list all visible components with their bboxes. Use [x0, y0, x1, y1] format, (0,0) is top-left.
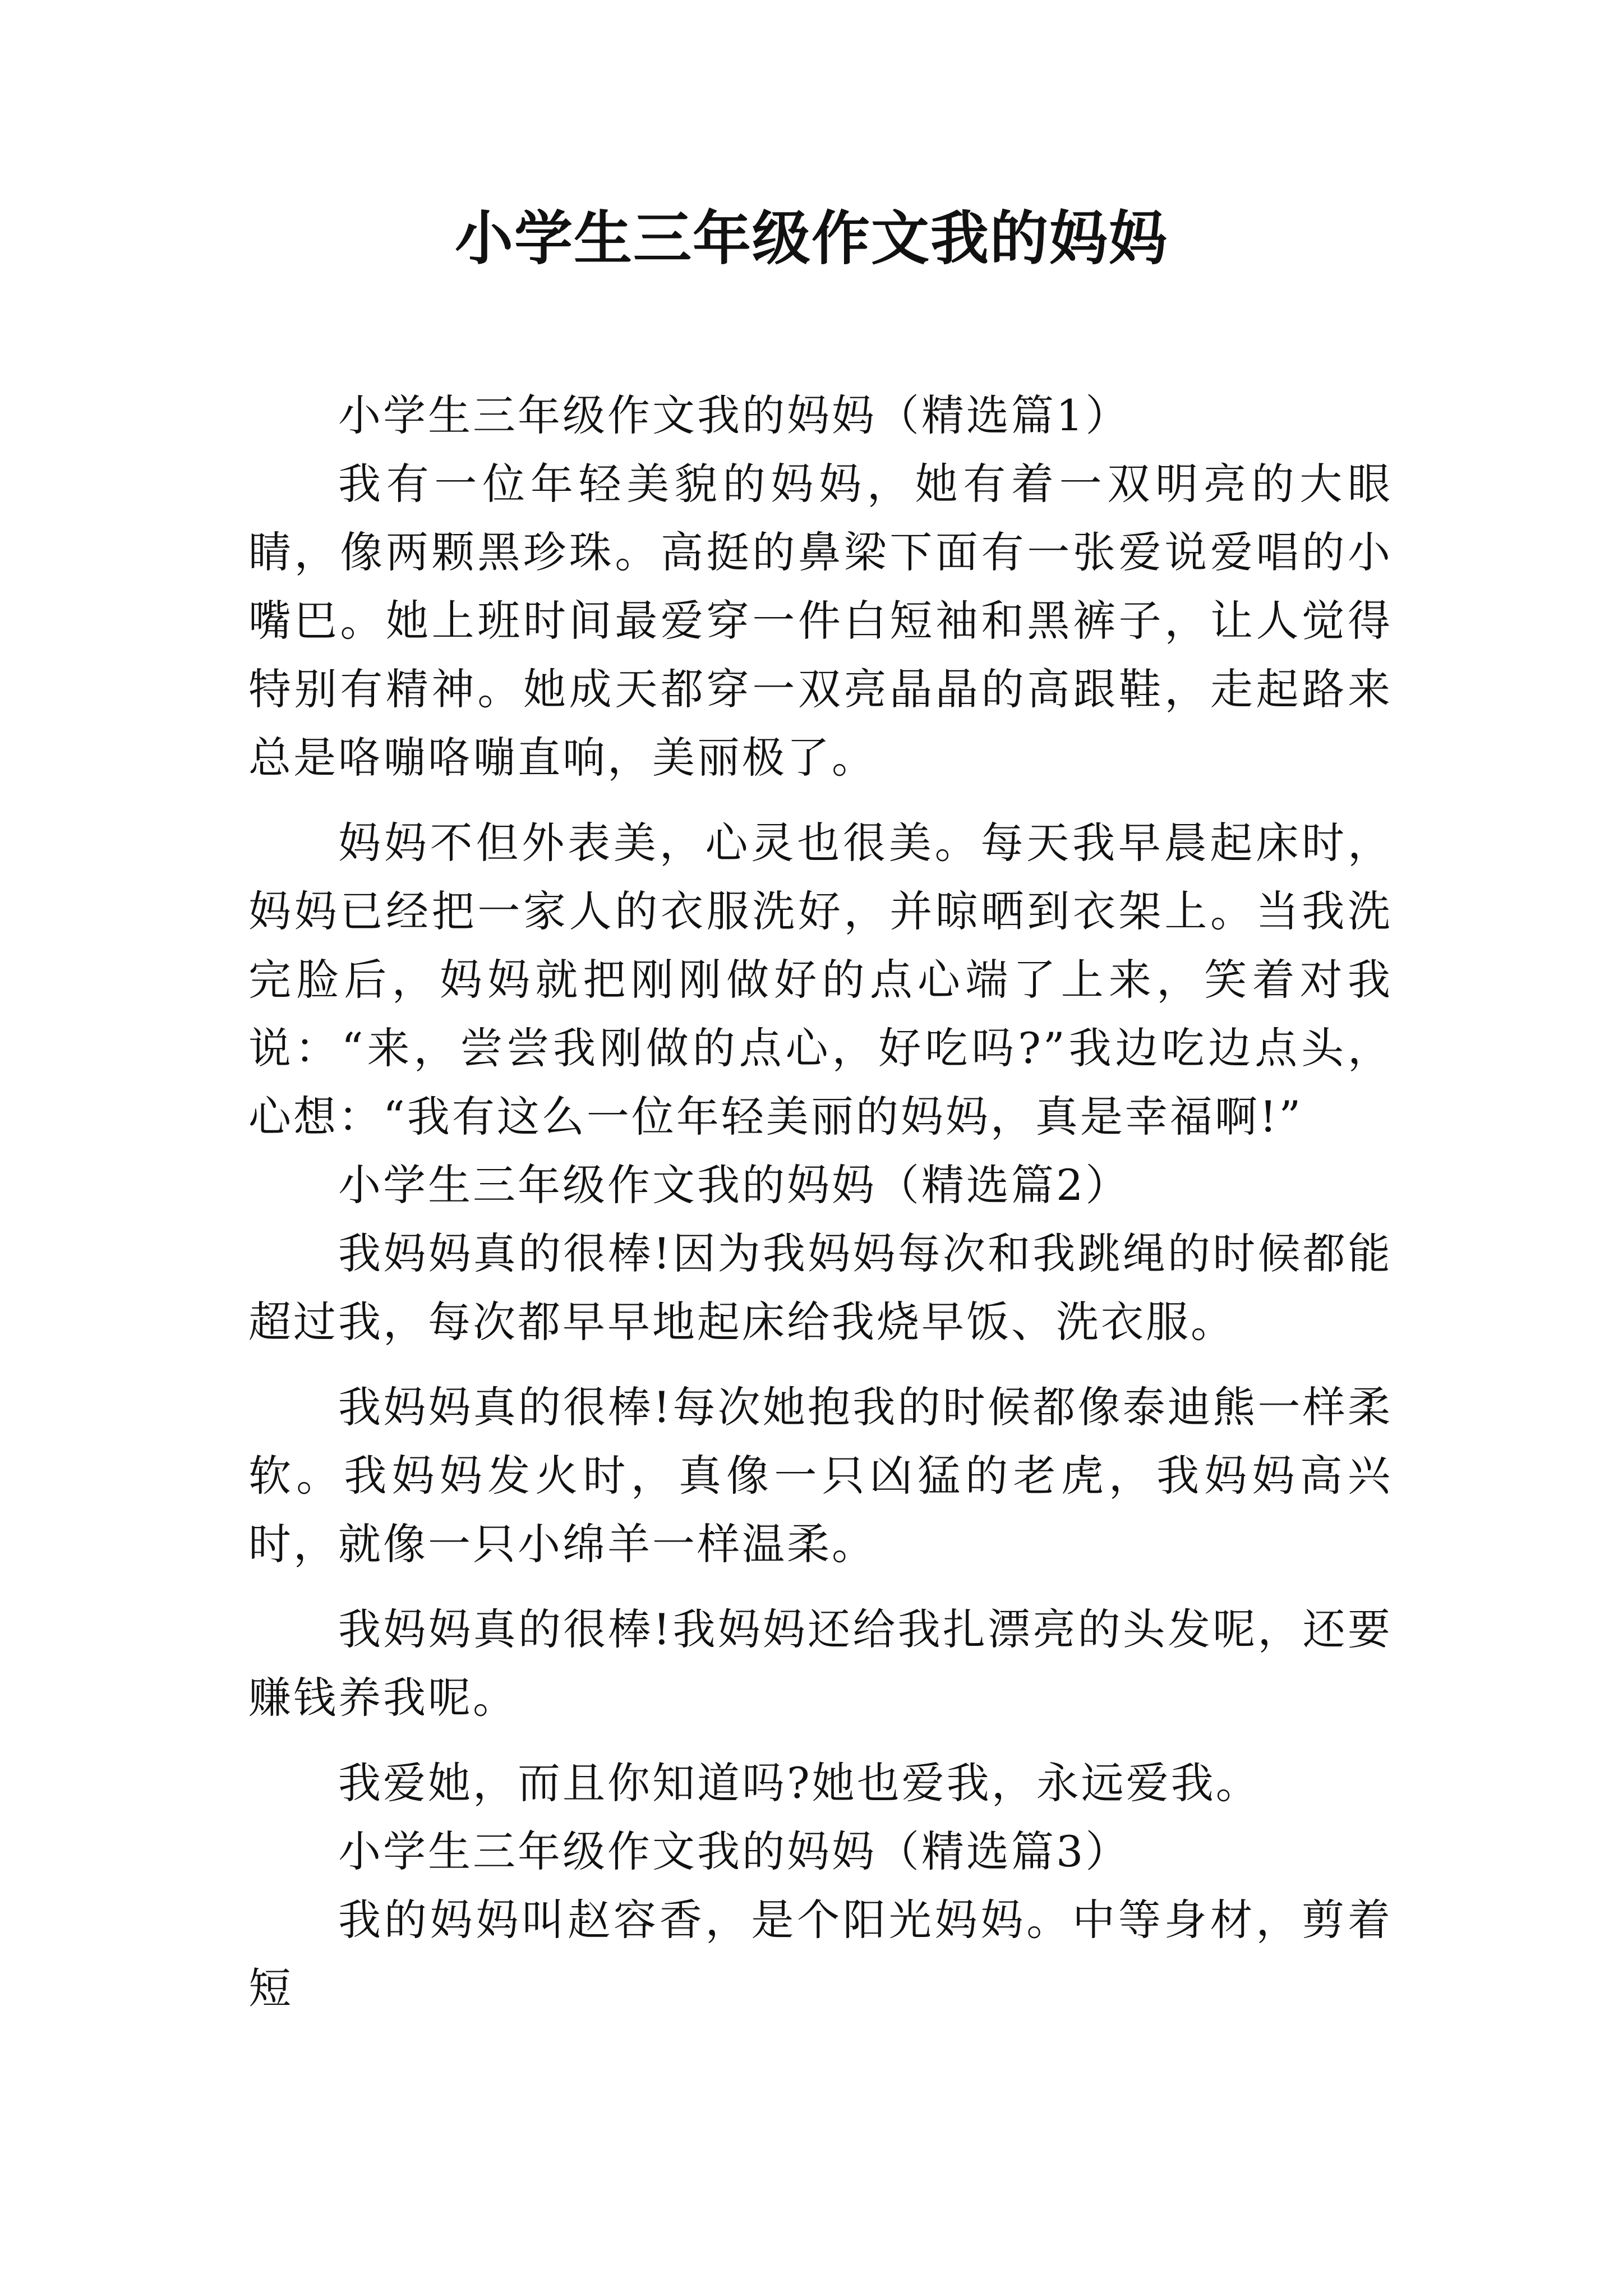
paragraph-2-3: 我妈妈真的很棒!我妈妈还给我扎漂亮的头发呢，还要赚钱养我呢。 — [248, 1604, 1393, 1723]
paragraph-1-1: 我有一位年轻美貌的妈妈，她有着一双明亮的大眼睛，像两颗黑珍珠。高挺的鼻梁下面有一张爱说爱唱的小嘴巴。她上班时间最爱穿一件白短袖和黑裤子，让人觉得特别有精神。她成天都穿一双亮晶晶的高跟鞋，走起路来总是咯嘣咯嘣直响，美丽极了。 — [248, 459, 1393, 783]
section-heading-2: 小学生三年级作文我的妈妈（精选篇2） — [338, 1160, 1131, 1210]
document-title: 小学生三年级作文我的妈妈 — [454, 204, 1168, 273]
paragraph-3-1: 我的妈妈叫赵容香，是个阳光妈妈。中等身材，剪着短 — [248, 1895, 1393, 2013]
paragraph-2-2: 我妈妈真的很棒!每次她抱我的时候都像泰迪熊一样柔软。我妈妈发火时，真像一只凶猛的老虎，我妈妈高兴时，就像一只小绵羊一样温柔。 — [248, 1382, 1393, 1569]
paragraph-1-2: 妈妈不但外表美，心灵也很美。每天我早晨起床时，妈妈已经把一家人的衣服洗好，并晾晒到衣架上。当我洗完脸后，妈妈就把刚刚做好的点心端了上来，笑着对我说：“来，尝尝我刚做的点心，好吃吗?”我边吃边点头，心想：“我有这么一位年轻美丽的妈妈，真是幸福啊!” — [248, 818, 1393, 1142]
document-body — [248, 381, 1393, 2023]
section-heading-1: 小学生三年级作文我的妈妈（精选篇1） — [338, 390, 1131, 440]
section-heading-3: 小学生三年级作文我的妈妈（精选篇3） — [338, 1826, 1131, 1876]
paragraph-2-1: 我妈妈真的很棒!因为我妈妈每次和我跳绳的时候都能超过我，每次都早早地起床给我烧早饭、洗衣服。 — [248, 1228, 1393, 1347]
paragraph-2-4: 我爱她，而且你知道吗?她也爱我，永远爱我。 — [338, 1758, 1261, 1808]
